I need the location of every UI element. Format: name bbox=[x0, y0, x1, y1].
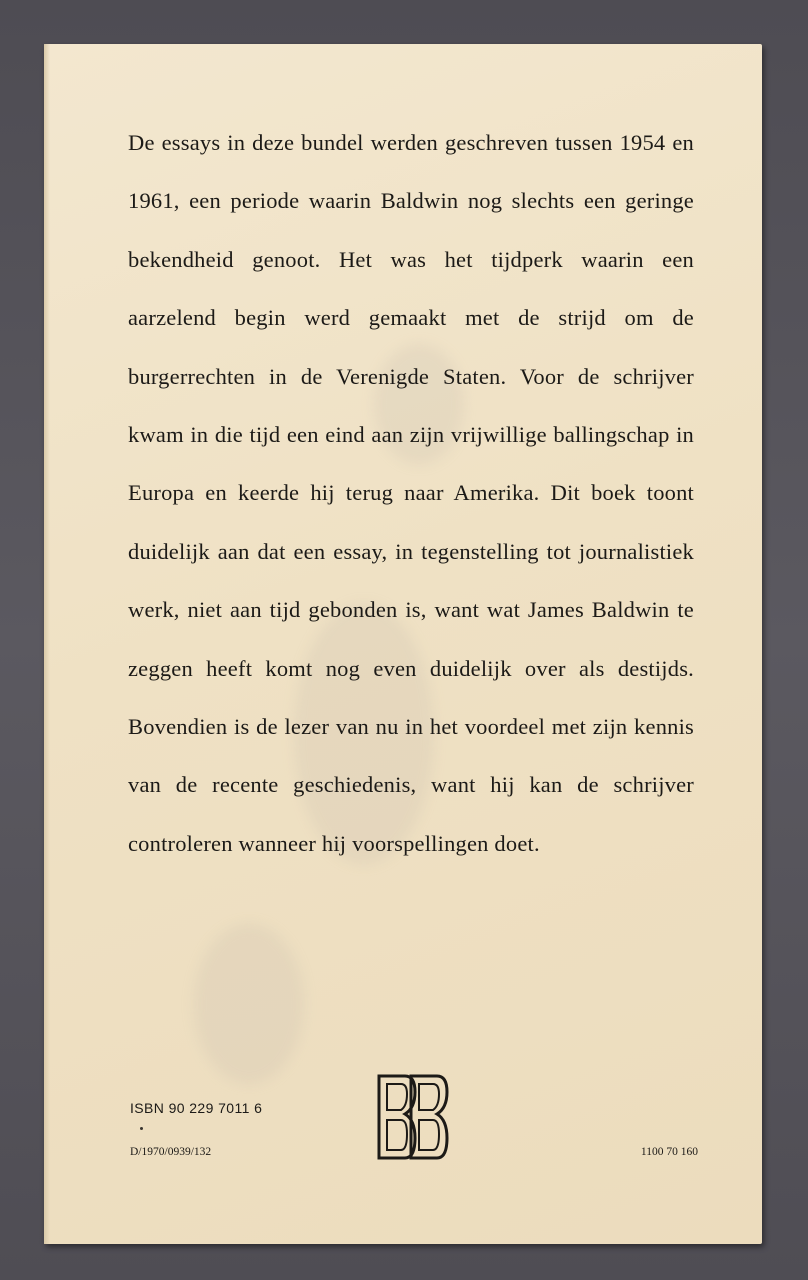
legal-deposit-number: D/1970/0939/132 bbox=[130, 1146, 212, 1158]
cover-edge bbox=[44, 44, 50, 1244]
bb-publisher-logo-icon bbox=[375, 1072, 451, 1162]
blurb-text: De essays in deze bundel werden geschreven tussen 1954 en 1961, een periode waarin Baldwin nog slechts een geringe bekendheid genoot. Het was het tijdperk waarin een aarzelend begin werd gemaakt met de strijd om de burgerrechten in de Verenigde Staten. Voor de schrijver kwam in die tijd een eind aan zijn vrijwillige ballingschap in Europa en keerde hij terug naar Amerika. Dit boek toont duidelijk aan dat een essay, in tegenstelling tot journalistiek werk, niet aan tijd gebonden is, want wat James Baldwin te zeggen heeft komt nog even duidelijk over als destijds. Bovendien is de lezer van nu in het voordeel met zijn kennis van de recente geschiedenis, want hij kan de schrijver controleren wanneer hij voorspellingen doet. bbox=[128, 130, 694, 856]
paper-stain bbox=[194, 924, 304, 1084]
product-code: 1100 70 160 bbox=[640, 1146, 698, 1158]
book-back-cover bbox=[44, 44, 762, 1244]
ink-speck bbox=[140, 1127, 143, 1130]
isbn-number: ISBN 90 229 7011 6 bbox=[130, 1100, 263, 1116]
